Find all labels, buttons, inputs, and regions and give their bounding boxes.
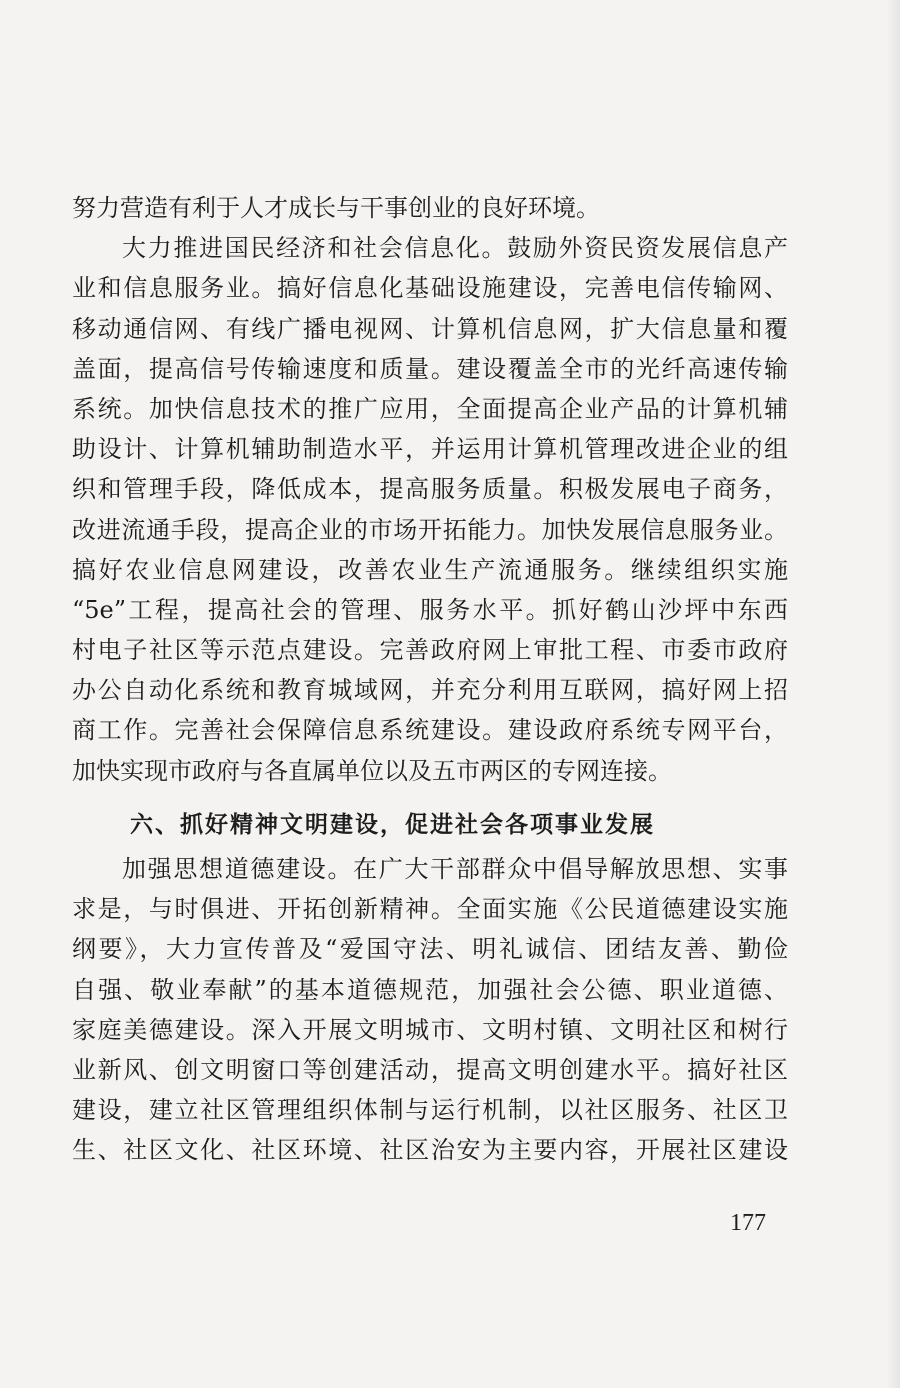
paragraph-2-line-3: 移动通信网、有线广播电视网、计算机信息网，扩大信息量和覆 xyxy=(72,314,788,343)
paragraph-2-line-8: 改进流通手段，提高企业的市场开拓能力。加快发展信息服务业。 xyxy=(72,515,788,544)
paragraph-2-line-2: 业和信息服务业。搞好信息化基础设施建设，完善电信传输网、 xyxy=(72,274,788,303)
paragraph-2-line-6: 助设计、计算机辅助制造水平，并运用计算机管理改进企业的组 xyxy=(72,435,788,464)
paragraph-3-line-4: 自强、敬业奉献”的基本道德规范，加强社会公德、职业道德、 xyxy=(72,975,788,1004)
paragraph-3-line-1: 加强思想道德建设。在广大干部群众中倡导解放思想、实事 xyxy=(122,855,788,883)
paragraph-2-line-11: 村电子社区等示范点建设。完善政府网上审批工程、市委市政府 xyxy=(72,636,788,665)
paragraph-2-line-13: 商工作。完善社会保障信息系统建设。建设政府系统专网平台， xyxy=(72,716,788,745)
body-text xyxy=(72,188,788,1171)
paragraph-2-line-5: 系统。加快信息技术的推广应用，全面提高企业产品的计算机辅 xyxy=(72,394,788,423)
paragraph-3-line-2: 求是，与时俱进、开拓创新精神。全面实施《公民道德建设实施 xyxy=(72,895,788,924)
paragraph-1-line-1: 努力营造有利于人才成长与干事创业的良好环境。 xyxy=(72,194,600,222)
paragraph-2-line-7: 织和管理手段，降低成本，提高服务质量。积极发展电子商务， xyxy=(72,475,788,504)
paragraph-3-line-6: 业新风、创文明窗口等创建活动，提高文明创建水平。搞好社区 xyxy=(72,1055,788,1084)
paragraph-2-line-9: 搞好农业信息网建设，改善农业生产流通服务。继续组织实施 xyxy=(72,555,788,584)
paragraph-2-line-12: 办公自动化系统和教育城域网，并充分利用互联网，搞好网上招 xyxy=(72,676,788,705)
paragraph-3-line-7: 建设，建立社区管理组织体制与运行机制，以社区服务、社区卫 xyxy=(72,1096,788,1125)
paragraph-3-line-8: 生、社区文化、社区环境、社区治安为主要内容，开展社区建设 xyxy=(72,1136,788,1165)
section-heading: 六、抓好精神文明建设，促进社会各项事业发展 xyxy=(130,811,655,838)
paragraph-3-line-3: 纲要》，大力宣传普及“爱国守法、明礼诚信、团结友善、勤俭 xyxy=(72,935,788,964)
page-edge-shadow xyxy=(886,0,900,1388)
paragraph-2-line-1: 大力推进国民经济和社会信息化。鼓励外资民资发展信息产 xyxy=(122,234,788,263)
paragraph-2-line-10: “5e”工程，提高社会的管理、服务水平。抓好鹤山沙坪中东西 xyxy=(72,595,788,624)
paragraph-3-line-5: 家庭美德建设。深入开展文明城市、文明村镇、文明社区和树行 xyxy=(72,1015,788,1044)
paragraph-2-line-4: 盖面，提高信号传输速度和质量。建设覆盖全市的光纤高速传输 xyxy=(72,354,788,383)
page-number: 177 xyxy=(730,1210,766,1236)
paragraph-2-line-14: 加快实现市政府与各直属单位以及五市两区的专网连接。 xyxy=(72,756,672,785)
